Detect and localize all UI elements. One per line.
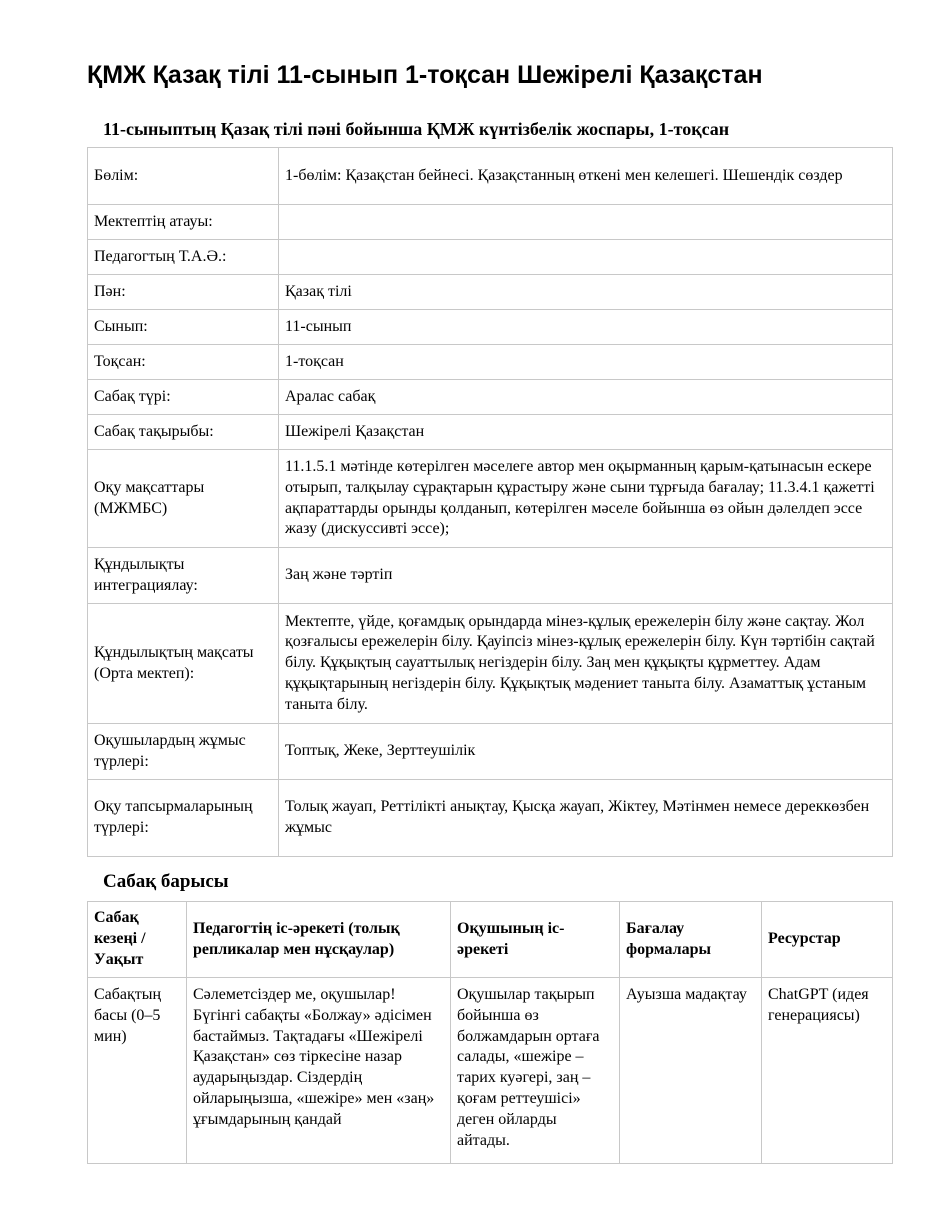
column-header-assessment: Бағалау формалары xyxy=(620,902,762,978)
row-label: Педагогтың Т.А.Ә.: xyxy=(88,240,279,275)
table-row xyxy=(88,780,893,857)
student-activity-cell: Оқушылар тақырып бойынша өз болжамдарын ортаға салады, «шежіре – тарих куәгері, заң – қоғам реттеушісі» деген ойларды айтады. xyxy=(451,978,620,1164)
table-row xyxy=(88,345,893,380)
row-value: Мектепте, үйде, қоғамдық орындарда мінез-құлық ережелерін білу және сақтау. Жол қозғалысы ережелерін білу. Қауіпсіз мінез-құлық ережелерін білу. Күн тәртібін сақтай білу. Құқықтың сауаттылық негіздерін білу. Заң мен құқықты құрметтеу. Адам құқықтарының негіздерін білу. Құқықтық мәдениет таныта білу. Азаматтық ұстаным таныта білу. xyxy=(279,604,893,724)
row-label: Сабақ тақырыбы: xyxy=(88,415,279,450)
row-label: Мектептің атауы: xyxy=(88,205,279,240)
table-header-row xyxy=(88,902,893,978)
row-value: Қазақ тілі xyxy=(279,275,893,310)
row-value xyxy=(279,205,893,240)
table-row xyxy=(88,275,893,310)
row-label: Оқушылардың жұмыс түрлері: xyxy=(88,724,279,780)
table-row xyxy=(88,380,893,415)
lesson-progress-table xyxy=(87,901,893,1164)
assessment-cell: Ауызша мадақтау xyxy=(620,978,762,1164)
table-row xyxy=(88,415,893,450)
table-row xyxy=(88,450,893,548)
table-row xyxy=(88,604,893,724)
row-value: 1-бөлім: Қазақстан бейнесі. Қазақстанның өткені мен келешегі. Шешендік сөздер xyxy=(279,148,893,205)
row-label: Құндылықтың мақсаты (Орта мектеп): xyxy=(88,604,279,724)
table-row xyxy=(88,148,893,205)
table-row xyxy=(88,205,893,240)
table-row xyxy=(88,978,893,1164)
row-value: 1-тоқсан xyxy=(279,345,893,380)
table-row xyxy=(88,724,893,780)
row-label: Тоқсан: xyxy=(88,345,279,380)
row-label: Сынып: xyxy=(88,310,279,345)
lesson-progress-heading: Сабақ барысы xyxy=(103,871,229,892)
column-header-stage: Сабақ кезеңі / Уақыт xyxy=(88,902,187,978)
row-value: 11.1.5.1 мәтінде көтерілген мәселеге автор мен оқырманның қарым-қатынасын ескере отырып, талқылау сұрақтарын құрастыру және сыни тұрғыда бағалау; 11.3.4.1 қажетті ақпараттарды орынды қолданып, көтерілген мәселе бойынша өз ойын дәлелдеп эссе жазу (дискуссивті эссе); xyxy=(279,450,893,548)
document-title: ҚМЖ Қазақ тілі 11-сынып 1-тоқсан Шежірелі Қазақстан xyxy=(87,61,763,89)
resources-cell: ChatGPT (идея генерациясы) xyxy=(762,978,893,1164)
row-label: Бөлім: xyxy=(88,148,279,205)
row-value: Аралас сабақ xyxy=(279,380,893,415)
table-row xyxy=(88,240,893,275)
row-value: Шежірелі Қазақстан xyxy=(279,415,893,450)
row-value: Топтық, Жеке, Зерттеушілік xyxy=(279,724,893,780)
row-value: 11-сынып xyxy=(279,310,893,345)
row-label: Құндылықты интеграциялау: xyxy=(88,548,279,604)
row-label: Оқу мақсаттары (МЖМБС) xyxy=(88,450,279,548)
row-label: Сабақ түрі: xyxy=(88,380,279,415)
table-row xyxy=(88,548,893,604)
column-header-student-activity: Оқушының іс-әрекеті xyxy=(451,902,620,978)
plan-subtitle: 11-сыныптың Қазақ тілі пәні бойынша ҚМЖ күнтізбелік жоспары, 1-тоқсан xyxy=(103,119,730,139)
column-header-teacher-activity: Педагогтің іс-әрекеті (толық репликалар мен нұсқаулар) xyxy=(187,902,451,978)
row-label: Оқу тапсырмаларының түрлері: xyxy=(88,780,279,857)
lesson-info-table xyxy=(87,147,893,857)
row-value xyxy=(279,240,893,275)
stage-cell: Сабақтың басы (0–5 мин) xyxy=(88,978,187,1164)
teacher-activity-cell: Сәлеметсіздер ме, оқушылар! Бүгінгі сабақты «Болжау» әдісімен бастаймыз. Тақтадағы «Шежірелі Қазақстан» сөз тіркесіне назар аударыңыздар. Сіздердің ойларыңызша, «шежіре» мен «заң» ұғымдарының қандай xyxy=(187,978,451,1164)
row-value: Толық жауап, Реттілікті анықтау, Қысқа жауап, Жіктеу, Мәтінмен немесе дереккөзбен жұмыс xyxy=(279,780,893,857)
row-label: Пән: xyxy=(88,275,279,310)
row-value: Заң және тәртіп xyxy=(279,548,893,604)
table-row xyxy=(88,310,893,345)
column-header-resources: Ресурстар xyxy=(762,902,893,978)
